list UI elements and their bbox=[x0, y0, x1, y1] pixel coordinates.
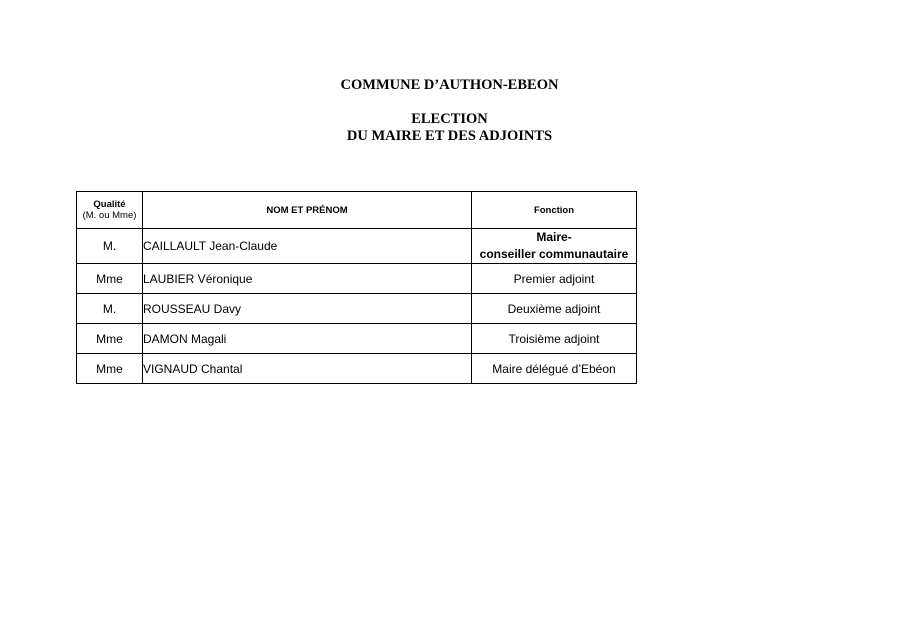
cell-nom: LAUBIER Véronique bbox=[143, 264, 472, 294]
header-qualite-label: Qualité bbox=[93, 199, 126, 210]
header-fonction: Fonction bbox=[472, 192, 637, 229]
elected-officials-table bbox=[76, 191, 637, 384]
cell-nom: VIGNAUD Chantal bbox=[143, 354, 472, 384]
cell-qualite: Mme bbox=[77, 264, 143, 294]
cell-nom: ROUSSEAU Davy bbox=[143, 294, 472, 324]
cell-fonction: Deuxième adjoint bbox=[472, 294, 637, 324]
table-row bbox=[77, 354, 637, 384]
table-row bbox=[77, 229, 637, 264]
cell-fonction: Maire délégué d’Ebéon bbox=[472, 354, 637, 384]
cell-fonction bbox=[472, 229, 637, 264]
cell-fonction-line1: Maire- bbox=[536, 230, 572, 244]
header-qualite bbox=[77, 192, 143, 229]
table-row bbox=[77, 294, 637, 324]
cell-qualite: M. bbox=[77, 294, 143, 324]
cell-fonction: Premier adjoint bbox=[472, 264, 637, 294]
cell-nom: DAMON Magali bbox=[143, 324, 472, 354]
election-subtitle: DU MAIRE ET DES ADJOINTS bbox=[346, 128, 553, 144]
election-title: ELECTION bbox=[411, 111, 488, 127]
cell-qualite: M. bbox=[77, 229, 143, 264]
table-row bbox=[77, 264, 637, 294]
cell-nom: CAILLAULT Jean-Claude bbox=[143, 229, 472, 264]
commune-title: COMMUNE D’AUTHON-EBEON bbox=[340, 77, 559, 93]
table-header-row bbox=[77, 192, 637, 229]
header-qualite-sub: (M. ou Mme) bbox=[82, 210, 137, 221]
cell-qualite: Mme bbox=[77, 354, 143, 384]
cell-qualite: Mme bbox=[77, 324, 143, 354]
cell-fonction: Troisième adjoint bbox=[472, 324, 637, 354]
table-row bbox=[77, 324, 637, 354]
cell-fonction-line2: conseiller communautaire bbox=[479, 247, 629, 261]
header-nom: NOM ET PRÉNOM bbox=[143, 192, 472, 229]
